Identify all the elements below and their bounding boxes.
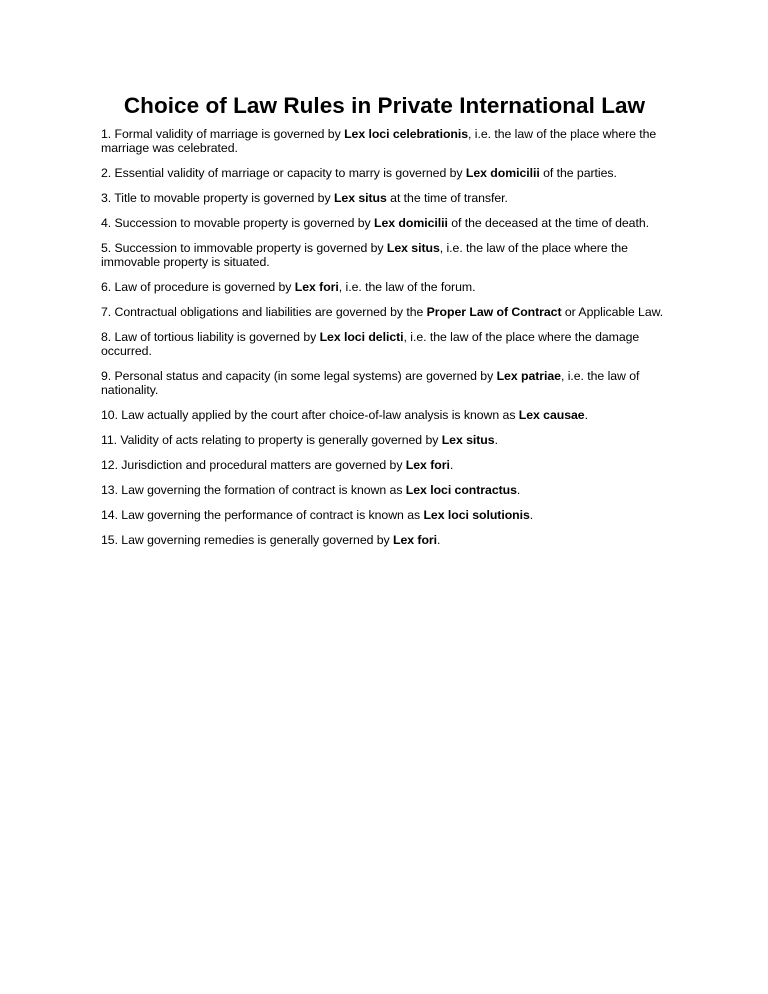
rule-item bbox=[101, 369, 668, 397]
rule-item bbox=[101, 408, 668, 422]
rule-term: Lex loci contractus bbox=[405, 483, 517, 497]
document-title: Choice of Law Rules in Private International Law bbox=[123, 93, 646, 118]
rule-item bbox=[101, 127, 668, 155]
rule-text: 8. Law of tortious liability is governed by bbox=[101, 330, 320, 344]
rule-text: of the parties. bbox=[539, 166, 617, 180]
rule-item bbox=[101, 433, 668, 447]
rule-item bbox=[101, 330, 668, 358]
rule-term: Lex causae bbox=[518, 408, 585, 422]
rule-text: . bbox=[494, 433, 498, 447]
rule-item bbox=[101, 166, 668, 180]
rule-term: Lex situs bbox=[441, 433, 495, 447]
rule-term: Lex fori bbox=[393, 533, 438, 547]
rule-item bbox=[101, 458, 668, 472]
rule-text: , i.e. the law of the forum. bbox=[338, 280, 476, 294]
rule-text: or Applicable Law. bbox=[561, 305, 664, 319]
rule-text: 15. Law governing remedies is generally governed by bbox=[101, 533, 394, 547]
rule-text: 3. Title to movable property is governed by bbox=[101, 191, 334, 205]
rule-term: Lex domicilii bbox=[374, 216, 448, 230]
rule-term: Lex situs bbox=[386, 241, 440, 255]
rule-text: 4. Succession to movable property is governed by bbox=[101, 216, 375, 230]
rule-item bbox=[101, 533, 668, 547]
rule-item bbox=[101, 191, 668, 205]
rule-text: . bbox=[529, 508, 534, 522]
rule-text: 1. Formal validity of marriage is governed by bbox=[101, 127, 345, 141]
rule-text: 11. Validity of acts relating to property is generally governed by bbox=[101, 433, 442, 447]
rule-text: 13. Law governing the formation of contract is known as bbox=[101, 483, 406, 497]
rule-text: of the deceased at the time of death. bbox=[447, 216, 649, 230]
rule-item bbox=[101, 241, 668, 269]
rule-item bbox=[101, 305, 668, 319]
rule-text: 5. Succession to immovable property is governed by bbox=[101, 241, 387, 255]
rule-text: . bbox=[516, 483, 521, 497]
rule-text: 7. Contractual obligations and liabilities are governed by the bbox=[101, 305, 427, 319]
rule-text: , i.e. the law of the place where the immovable property is situated. bbox=[101, 241, 628, 269]
rule-text: . bbox=[449, 458, 454, 472]
rule-text: 9. Personal status and capacity (in some legal systems) are governed by bbox=[101, 369, 497, 383]
rule-text: 6. Law of procedure is governed by bbox=[101, 280, 295, 294]
rule-text: 14. Law governing the performance of contract is known as bbox=[101, 508, 424, 522]
rule-text: 12. Jurisdiction and procedural matters are governed by bbox=[101, 458, 406, 472]
rule-term: Lex loci celebrationis bbox=[344, 127, 469, 141]
rule-term: Lex situs bbox=[333, 191, 387, 205]
rule-text: , i.e. the law of the place where the damage occurred. bbox=[101, 330, 640, 358]
rule-text: , i.e. the law of the place where the marriage was celebrated. bbox=[101, 127, 657, 155]
rule-term: Lex fori bbox=[405, 458, 450, 472]
rule-item bbox=[101, 483, 668, 497]
rule-text: , i.e. the law of nationality. bbox=[101, 369, 640, 397]
rule-term: Lex loci solutionis bbox=[423, 508, 530, 522]
rule-text: at the time of transfer. bbox=[386, 191, 508, 205]
rule-item bbox=[101, 508, 668, 522]
rule-text: . bbox=[584, 408, 588, 422]
rules-list bbox=[101, 127, 668, 547]
rule-term: Lex domicilii bbox=[465, 166, 540, 180]
rule-term: Lex loci delicti bbox=[319, 330, 404, 344]
rule-term: Lex fori bbox=[294, 280, 339, 294]
rule-term: Proper Law of Contract bbox=[426, 305, 562, 319]
rule-item bbox=[101, 216, 668, 230]
rule-text: 2. Essential validity of marriage or capacity to marry is governed by bbox=[101, 166, 466, 180]
rule-item bbox=[101, 280, 668, 294]
rule-text: . bbox=[437, 533, 441, 547]
rule-term: Lex patriae bbox=[496, 369, 561, 383]
rule-text: 10. Law actually applied by the court after choice-of-law analysis is known as bbox=[101, 408, 519, 422]
